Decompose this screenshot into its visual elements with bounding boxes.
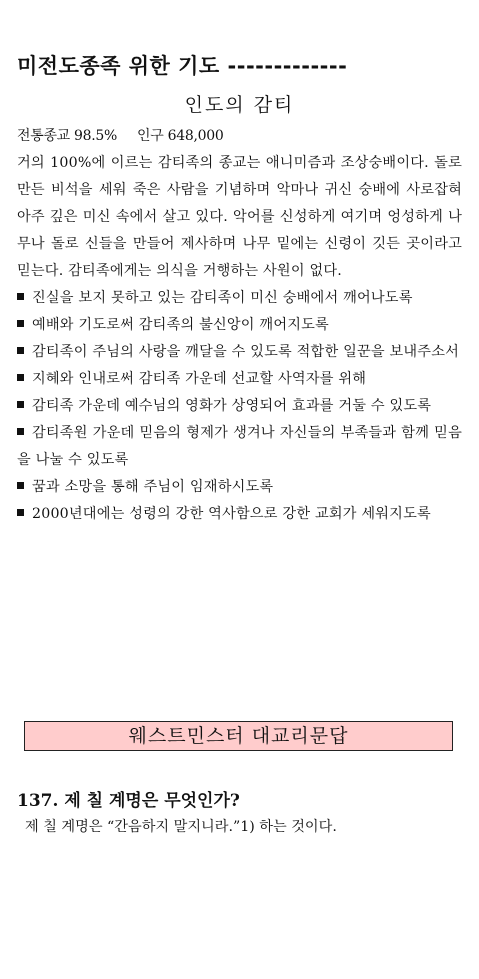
prayer-item [17,285,462,312]
mission-body [17,150,462,528]
section-heading: 미전도종족 위한 기도 ------------- [17,54,348,78]
prayer-text: 꿈과 소망을 통해 주님이 임재하시도록 [32,479,274,495]
prayer-item [17,366,462,393]
prayer-item [17,312,462,339]
prayer-text: 감티족 가운데 예수님의 영화가 상영되어 효과를 거둘 수 있도록 [32,398,432,414]
catechism-question: 137. 제 칠 계명은 무엇인가? [17,791,240,811]
people-group-title: 인도의 감티 [184,94,295,116]
prayer-text: 감티족이 주님의 사랑을 깨달을 수 있도록 적합한 일꾼을 보내주소서 [32,344,460,360]
catechism-banner: 웨스트민스터 대교리문답 [24,721,453,751]
prayer-text: 2000년대에는 성령의 강한 역사함으로 강한 교회가 세워지도록 [32,506,431,522]
prayer-item [17,474,462,501]
prayer-item [17,393,462,420]
people-group-stats [17,123,462,150]
square-bullet-icon [17,320,24,327]
square-bullet-icon [17,347,24,354]
square-bullet-icon [17,428,24,435]
religion-stat: 전통종교 98.5% [17,128,118,144]
square-bullet-icon [17,509,24,516]
catechism-answer: 제 칠 계명은 “간음하지 말지니라.”1) 하는 것이다. [25,819,337,835]
prayer-text: 예배와 기도로써 감티족의 불신앙이 깨어지도록 [32,317,329,333]
square-bullet-icon [17,374,24,381]
description-paragraph: 거의 100%에 이르는 감티족의 종교는 애니미즘과 조상숭배이다. 돌로 만든 비석을 세워 죽은 사람을 기념하며 악마나 귀신 숭배에 사로잡혀 아주 깊은 미신 속에서 살고 있다. 악어를 신성하게 여기며 엉성하게 나무나 돌로 신들을 만들어 제사하며 나무 밑에는 신령이 깃든 곳이라고 믿는다. 감티족에게는 의식을 거행하는 사원이 없다. [17,155,462,279]
square-bullet-icon [17,482,24,489]
square-bullet-icon [17,293,24,300]
prayer-item [17,420,462,474]
prayer-item [17,339,462,366]
mission-section [17,0,462,528]
prayer-text: 진실을 보지 못하고 있는 감티족이 미신 숭배에서 깨어나도록 [32,290,413,306]
square-bullet-icon [17,401,24,408]
prayer-item [17,501,462,528]
prayer-text: 지혜와 인내로써 감티족 가운데 선교할 사역자를 위해 [32,371,367,387]
prayer-list [17,285,462,528]
prayer-text: 감티족원 가운데 믿음의 형제가 생겨나 자신들의 부족들과 함께 믿음을 나눌 수 있도록 [17,425,462,468]
population-stat: 인구 648,000 [137,128,224,144]
